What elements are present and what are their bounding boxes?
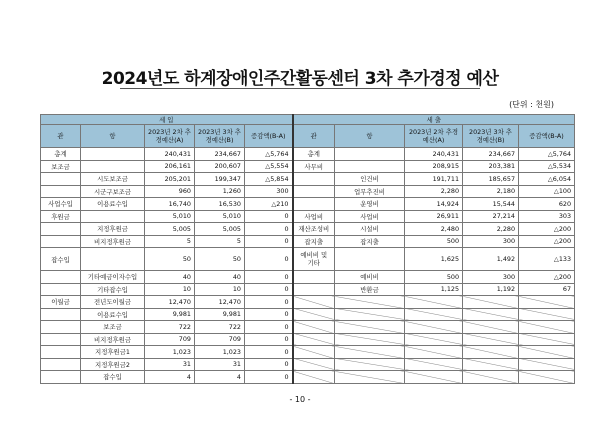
expense-hang-cell bbox=[335, 248, 405, 271]
expense-diff-cell: △200 bbox=[519, 223, 575, 236]
title-underline bbox=[120, 88, 480, 89]
income-a-cell: 5 bbox=[145, 235, 195, 248]
income-a-cell: 12,470 bbox=[145, 296, 195, 309]
empty-cell bbox=[519, 308, 575, 321]
table-row bbox=[41, 235, 575, 248]
income-a-cell: 709 bbox=[145, 333, 195, 346]
table-row bbox=[41, 321, 575, 334]
expense-hang-cell: 시설비 bbox=[335, 223, 405, 236]
income-b-cell: 200,607 bbox=[195, 160, 245, 173]
expense-hang-cell bbox=[335, 148, 405, 161]
empty-cell bbox=[519, 333, 575, 346]
income-gwan-cell bbox=[41, 321, 81, 334]
expense-diff-cell: △200 bbox=[519, 235, 575, 248]
table-row bbox=[41, 148, 575, 161]
expense-diff-cell: 620 bbox=[519, 198, 575, 211]
income-b-cell: 12,470 bbox=[195, 296, 245, 309]
expense-b-cell: 185,657 bbox=[463, 173, 519, 186]
income-hang-cell: 이용료수입 bbox=[81, 198, 145, 211]
expense-b-cell: 300 bbox=[463, 235, 519, 248]
expense-a-cell: 191,711 bbox=[405, 173, 463, 186]
empty-cell bbox=[463, 358, 519, 371]
empty-cell bbox=[405, 358, 463, 371]
income-gwan-cell bbox=[41, 371, 81, 384]
page-number: - 10 - bbox=[289, 395, 311, 404]
empty-cell bbox=[335, 333, 405, 346]
income-a-cell: 50 bbox=[145, 248, 195, 271]
income-hang-cell bbox=[81, 160, 145, 173]
expense-diff-cell: △6,054 bbox=[519, 173, 575, 186]
table-row bbox=[41, 333, 575, 346]
expense-a-cell: 1,625 bbox=[405, 248, 463, 271]
income-hang-cell: 기타예금이자수입 bbox=[81, 271, 145, 284]
empty-cell bbox=[335, 371, 405, 384]
expense-hang-cell: 반환금 bbox=[335, 283, 405, 296]
income-b-cell: 5 bbox=[195, 235, 245, 248]
income-a-cell: 722 bbox=[145, 321, 195, 334]
expense-hang-cell: 업무추진비 bbox=[335, 185, 405, 198]
empty-cell bbox=[463, 308, 519, 321]
income-diff-cell: 0 bbox=[245, 248, 293, 271]
empty-cell bbox=[405, 296, 463, 309]
table-row bbox=[41, 346, 575, 359]
income-b-cell: 50 bbox=[195, 248, 245, 271]
expense-gwan-cell bbox=[293, 198, 335, 211]
income-hang-cell bbox=[81, 210, 145, 223]
income-hang-cell bbox=[81, 148, 145, 161]
table-row bbox=[41, 198, 575, 211]
income-a-cell: 4 bbox=[145, 371, 195, 384]
expense-gwan-cell: 재산조성비 bbox=[293, 223, 335, 236]
empty-cell bbox=[405, 371, 463, 384]
table-row bbox=[41, 308, 575, 321]
income-hang-cell: 기타잡수입 bbox=[81, 283, 145, 296]
expense-gwan-cell bbox=[293, 173, 335, 186]
table-row bbox=[41, 296, 575, 309]
empty-cell bbox=[519, 358, 575, 371]
expense-gwan-cell: 사업비 bbox=[293, 210, 335, 223]
expense-hang-cell: 사업비 bbox=[335, 210, 405, 223]
income-hang-cell bbox=[81, 248, 145, 271]
table-row bbox=[41, 160, 575, 173]
income-hang-cell: 지정후원금2 bbox=[81, 358, 145, 371]
income-a-cell: 1,023 bbox=[145, 346, 195, 359]
empty-cell bbox=[519, 346, 575, 359]
empty-cell bbox=[405, 308, 463, 321]
income-gwan-cell bbox=[41, 173, 81, 186]
expense-b-cell: 2,280 bbox=[463, 223, 519, 236]
expense-diff-cell: △133 bbox=[519, 248, 575, 271]
income-gwan-cell bbox=[41, 308, 81, 321]
expense-gwan-cell: 사무비 bbox=[293, 160, 335, 173]
empty-cell bbox=[463, 371, 519, 384]
empty-cell bbox=[293, 296, 335, 309]
table-row bbox=[41, 173, 575, 186]
expense-a-cell: 2,480 bbox=[405, 223, 463, 236]
income-diff-cell: 0 bbox=[245, 271, 293, 284]
income-hang-header: 항 bbox=[81, 125, 145, 148]
income-hang-cell: 지정후원금 bbox=[81, 223, 145, 236]
income-gwan-cell: 사업수입 bbox=[41, 198, 81, 211]
income-a-cell: 240,431 bbox=[145, 148, 195, 161]
empty-cell bbox=[335, 321, 405, 334]
expense-hang-cell: 잡지출 bbox=[335, 235, 405, 248]
expense-a-cell: 208,915 bbox=[405, 160, 463, 173]
income-hang-cell: 시도보조금 bbox=[81, 173, 145, 186]
income-a-cell: 40 bbox=[145, 271, 195, 284]
income-diff-cell: △210 bbox=[245, 198, 293, 211]
table-row bbox=[41, 248, 575, 271]
income-gwan-cell bbox=[41, 223, 81, 236]
budget-table bbox=[40, 114, 575, 384]
income-hang-cell: 전년도이월금 bbox=[81, 296, 145, 309]
income-diff-cell: △5,554 bbox=[245, 160, 293, 173]
income-gwan-cell: 이월금 bbox=[41, 296, 81, 309]
expense-a-cell: 26,911 bbox=[405, 210, 463, 223]
expense-b-cell: 1,192 bbox=[463, 283, 519, 296]
income-gwan-cell: 보조금 bbox=[41, 160, 81, 173]
page-title: 2024년도 하계장애인주간활동센터 3차 추가경정 예산 bbox=[101, 69, 499, 89]
expense-a-cell: 500 bbox=[405, 271, 463, 284]
expense-diff-cell: △200 bbox=[519, 271, 575, 284]
income-b-cell: 5,005 bbox=[195, 223, 245, 236]
income-diff-cell: 0 bbox=[245, 321, 293, 334]
expense-gwan-cell bbox=[293, 185, 335, 198]
expense-diff-cell: 303 bbox=[519, 210, 575, 223]
income-diff-cell: 0 bbox=[245, 235, 293, 248]
income-b-header: 2023년 3차 추경예산(B) bbox=[195, 125, 245, 148]
expense-gwan-cell bbox=[293, 271, 335, 284]
expense-a-cell: 1,125 bbox=[405, 283, 463, 296]
empty-cell bbox=[293, 346, 335, 359]
income-diff-cell: 300 bbox=[245, 185, 293, 198]
income-gwan-cell bbox=[41, 283, 81, 296]
income-gwan-cell bbox=[41, 271, 81, 284]
income-diff-header: 증감액(B-A) bbox=[245, 125, 293, 148]
empty-cell bbox=[293, 358, 335, 371]
expense-b-cell: 300 bbox=[463, 271, 519, 284]
income-a-cell: 10 bbox=[145, 283, 195, 296]
empty-cell bbox=[405, 321, 463, 334]
expense-gwan-header: 관 bbox=[293, 125, 335, 148]
unit-label: (단위 : 천원) bbox=[509, 100, 554, 109]
income-a-cell: 5,005 bbox=[145, 223, 195, 236]
income-a-cell: 9,981 bbox=[145, 308, 195, 321]
empty-cell bbox=[463, 333, 519, 346]
income-section-header: 세 입 bbox=[41, 115, 293, 125]
expense-a-cell: 240,431 bbox=[405, 148, 463, 161]
income-b-cell: 199,347 bbox=[195, 173, 245, 186]
income-a-cell: 205,201 bbox=[145, 173, 195, 186]
expense-diff-cell: △5,534 bbox=[519, 160, 575, 173]
expense-section-header: 세 출 bbox=[293, 115, 575, 125]
income-gwan-cell: 잡수입 bbox=[41, 248, 81, 271]
empty-cell bbox=[405, 346, 463, 359]
income-b-cell: 40 bbox=[195, 271, 245, 284]
income-gwan-header: 관 bbox=[41, 125, 81, 148]
income-b-cell: 1,260 bbox=[195, 185, 245, 198]
expense-gwan-cell: 잡지출 bbox=[293, 235, 335, 248]
empty-cell bbox=[293, 333, 335, 346]
empty-cell bbox=[463, 321, 519, 334]
empty-cell bbox=[405, 333, 463, 346]
income-gwan-cell bbox=[41, 358, 81, 371]
expense-b-cell: 15,544 bbox=[463, 198, 519, 211]
expense-b-cell: 234,667 bbox=[463, 148, 519, 161]
table-row bbox=[41, 210, 575, 223]
expense-diff-header: 증감액(B-A) bbox=[519, 125, 575, 148]
income-b-cell: 10 bbox=[195, 283, 245, 296]
expense-b-cell: 203,381 bbox=[463, 160, 519, 173]
income-diff-cell: 0 bbox=[245, 223, 293, 236]
income-diff-cell: 0 bbox=[245, 371, 293, 384]
income-hang-cell: 시군구보조금 bbox=[81, 185, 145, 198]
income-a-cell: 206,161 bbox=[145, 160, 195, 173]
empty-cell bbox=[463, 346, 519, 359]
expense-b-cell: 1,492 bbox=[463, 248, 519, 271]
income-diff-cell: △5,764 bbox=[245, 148, 293, 161]
income-hang-cell: 비지정후원금 bbox=[81, 235, 145, 248]
income-diff-cell: 0 bbox=[245, 210, 293, 223]
income-a-cell: 16,740 bbox=[145, 198, 195, 211]
income-gwan-cell bbox=[41, 235, 81, 248]
header-row-columns bbox=[41, 125, 575, 148]
empty-cell bbox=[293, 371, 335, 384]
table-row bbox=[41, 358, 575, 371]
empty-cell bbox=[519, 296, 575, 309]
expense-b-cell: 27,214 bbox=[463, 210, 519, 223]
income-b-cell: 9,981 bbox=[195, 308, 245, 321]
income-b-cell: 5,010 bbox=[195, 210, 245, 223]
income-hang-cell: 잡수입 bbox=[81, 371, 145, 384]
income-b-cell: 31 bbox=[195, 358, 245, 371]
income-hang-cell: 이용료수입 bbox=[81, 308, 145, 321]
expense-hang-cell: 운영비 bbox=[335, 198, 405, 211]
income-b-cell: 1,023 bbox=[195, 346, 245, 359]
expense-diff-cell: 67 bbox=[519, 283, 575, 296]
income-a-cell: 31 bbox=[145, 358, 195, 371]
table-row bbox=[41, 185, 575, 198]
empty-cell bbox=[335, 308, 405, 321]
income-hang-cell: 보조금 bbox=[81, 321, 145, 334]
expense-diff-cell: △100 bbox=[519, 185, 575, 198]
expense-hang-cell: 인건비 bbox=[335, 173, 405, 186]
empty-cell bbox=[335, 358, 405, 371]
expense-gwan-cell: 예비비 및 기타 bbox=[293, 248, 335, 271]
income-b-cell: 722 bbox=[195, 321, 245, 334]
income-gwan-cell bbox=[41, 185, 81, 198]
expense-gwan-cell bbox=[293, 283, 335, 296]
income-diff-cell: 0 bbox=[245, 358, 293, 371]
income-diff-cell: △5,854 bbox=[245, 173, 293, 186]
empty-cell bbox=[519, 371, 575, 384]
income-gwan-cell bbox=[41, 346, 81, 359]
expense-a-header: 2023년 2차 추경예산(A) bbox=[405, 125, 463, 148]
table-row bbox=[41, 223, 575, 236]
empty-cell bbox=[335, 296, 405, 309]
expense-diff-cell: △5,764 bbox=[519, 148, 575, 161]
income-gwan-cell: 총계 bbox=[41, 148, 81, 161]
income-a-cell: 960 bbox=[145, 185, 195, 198]
expense-a-cell: 14,924 bbox=[405, 198, 463, 211]
income-diff-cell: 0 bbox=[245, 333, 293, 346]
expense-b-header: 2023년 3차 추경예산(B) bbox=[463, 125, 519, 148]
expense-b-cell: 2,180 bbox=[463, 185, 519, 198]
income-hang-cell: 비지정후원금 bbox=[81, 333, 145, 346]
expense-a-cell: 2,280 bbox=[405, 185, 463, 198]
income-gwan-cell bbox=[41, 333, 81, 346]
header-row-sections bbox=[41, 115, 575, 125]
expense-hang-header: 항 bbox=[335, 125, 405, 148]
table-row bbox=[41, 271, 575, 284]
expense-hang-cell: 예비비 bbox=[335, 271, 405, 284]
expense-gwan-cell: 총계 bbox=[293, 148, 335, 161]
income-b-cell: 234,667 bbox=[195, 148, 245, 161]
table-row bbox=[41, 283, 575, 296]
income-b-cell: 709 bbox=[195, 333, 245, 346]
income-diff-cell: 0 bbox=[245, 346, 293, 359]
income-diff-cell: 0 bbox=[245, 308, 293, 321]
budget-table-body bbox=[41, 148, 575, 384]
expense-hang-cell bbox=[335, 160, 405, 173]
income-diff-cell: 0 bbox=[245, 296, 293, 309]
empty-cell bbox=[335, 346, 405, 359]
income-a-header: 2023년 2차 추경예산(A) bbox=[145, 125, 195, 148]
income-a-cell: 5,010 bbox=[145, 210, 195, 223]
income-hang-cell: 지정후원금1 bbox=[81, 346, 145, 359]
income-gwan-cell: 후원금 bbox=[41, 210, 81, 223]
expense-a-cell: 500 bbox=[405, 235, 463, 248]
empty-cell bbox=[293, 321, 335, 334]
empty-cell bbox=[293, 308, 335, 321]
table-row bbox=[41, 371, 575, 384]
income-diff-cell: 0 bbox=[245, 283, 293, 296]
income-b-cell: 16,530 bbox=[195, 198, 245, 211]
income-b-cell: 4 bbox=[195, 371, 245, 384]
empty-cell bbox=[463, 296, 519, 309]
empty-cell bbox=[519, 321, 575, 334]
